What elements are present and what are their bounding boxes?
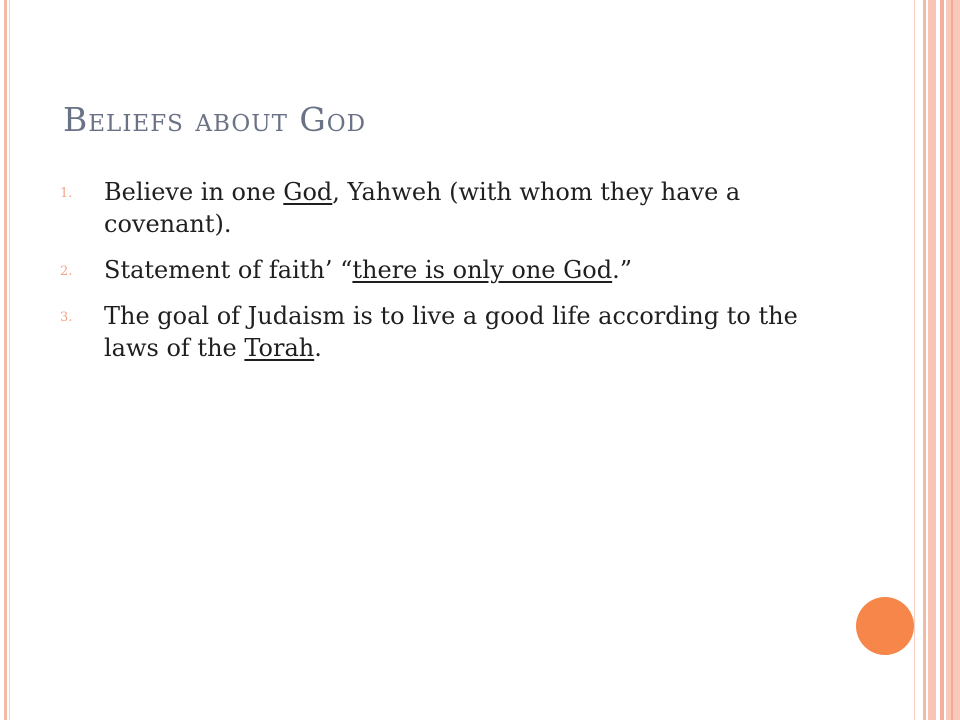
item-text: . <box>314 334 322 362</box>
decorative-circle <box>856 597 914 655</box>
decorative-stripe <box>951 0 953 720</box>
decorative-stripe <box>928 0 936 720</box>
decorative-stripe <box>940 0 944 720</box>
list-number: 1. <box>60 186 73 201</box>
list-item <box>60 254 820 286</box>
decorative-stripe <box>946 0 960 720</box>
item-text: .” <box>612 256 633 284</box>
underlined-term-god: God <box>283 178 333 206</box>
underlined-statement: there is only one God <box>352 256 613 284</box>
item-text: Statement of faith’ “ <box>104 256 353 284</box>
list-number: 2. <box>60 264 73 279</box>
item-text: Believe in one <box>104 178 284 206</box>
list-item <box>60 300 820 364</box>
belief-list <box>60 176 820 378</box>
underlined-term-torah: Torah <box>244 334 315 362</box>
slide-title: Beliefs about God <box>63 100 367 139</box>
item-text: The goal of Judaism is to live a good life according to the laws of the <box>104 302 798 362</box>
list-number: 3. <box>60 310 73 325</box>
item-text: , Yahweh (with whom they have a covenant). <box>104 178 741 238</box>
list-item <box>60 176 820 240</box>
